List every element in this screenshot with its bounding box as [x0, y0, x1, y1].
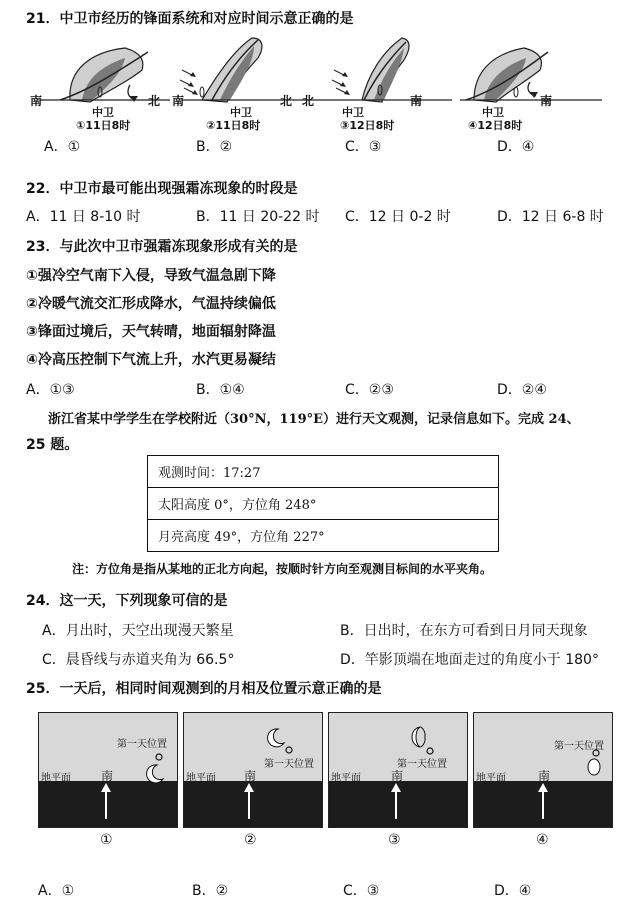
diagram-4-city: 中卫	[482, 106, 504, 119]
panel-3-arrow-icon	[389, 783, 403, 821]
q23-statement-4: ④冷高压控制下气流上升，水汽更易凝结	[26, 352, 276, 368]
intro-line-2: 25 题。	[26, 437, 79, 453]
q25-stem: 25．一天后，相同时间观测到的月相及位置示意正确的是	[26, 681, 382, 697]
panel-1-caption: ①	[100, 832, 113, 848]
q24-option-a[interactable]: A．月出时，天空出现漫天繁星	[42, 623, 234, 639]
panel-3-south-label: 南	[391, 769, 404, 783]
diagram-2-left-dir: 南	[172, 94, 185, 108]
panel-4-arrow-icon	[536, 783, 550, 821]
observation-table	[147, 455, 499, 552]
q23-stem: 23．与此次中卫市强霜冻现象形成有关的是	[26, 239, 298, 255]
panel-1-south-label: 南	[101, 769, 114, 783]
q22-option-d[interactable]: D．12 日 6-8 时	[497, 209, 604, 225]
panel-2-arrow-icon	[242, 783, 256, 821]
q22-option-a[interactable]: A．11 日 8-10 时	[26, 209, 141, 225]
diagram-1-right-dir: 北	[148, 94, 161, 108]
intro-line-1: 浙江省某中学学生在学校附近（30°N，119°E）进行天文观测，记录信息如下。完成 24、	[48, 412, 580, 427]
panel-3-horizon-label: 地平面	[331, 773, 361, 784]
q23-statement-1: ①强冷空气南下入侵，导致气温急剧下降	[26, 268, 276, 284]
diagram-2-caption: ②11日8时	[206, 119, 261, 132]
diagram-1-city: 中卫	[92, 106, 114, 119]
front-diagram-4	[452, 30, 602, 140]
q23-option-a[interactable]: A．①③	[26, 382, 75, 398]
panel-1-horizon-label: 地平面	[41, 773, 71, 784]
q25-option-a[interactable]: A．①	[38, 883, 75, 899]
observation-moon: 月亮高度 49°，方位角 227°	[148, 520, 499, 552]
diagram-4-right-dir: 南	[540, 94, 553, 108]
panel-4-position-label: 第一天位置	[554, 741, 604, 752]
panel-2-horizon-label: 地平面	[186, 773, 216, 784]
q21-option-d[interactable]: D．④	[497, 139, 535, 155]
q21-option-b[interactable]: B．②	[196, 139, 233, 155]
q23-option-d[interactable]: D．②④	[497, 382, 547, 398]
observation-note: 注：方位角是指从某地的正北方向起，按顺时针方向至观测目标间的水平夹角。	[72, 562, 493, 576]
panel-2-position-label: 第一天位置	[264, 759, 314, 770]
panel-4-south-label: 南	[538, 769, 551, 783]
q22-option-c[interactable]: C．12 日 0-2 时	[345, 209, 451, 225]
panel-4-horizon-label: 地平面	[476, 773, 506, 784]
observation-time: 观测时间：17:27	[148, 456, 499, 488]
diagram-3-left-dir: 北	[302, 94, 315, 108]
q24-stem: 24．这一天，下列现象可信的是	[26, 593, 228, 609]
q25-option-c[interactable]: C．③	[343, 883, 380, 899]
front-diagram-3	[302, 30, 452, 140]
q23-statement-2: ②冷暖气流交汇形成降水，气温持续偏低	[26, 296, 276, 312]
q24-option-d[interactable]: D．竿影顶端在地面走过的角度小于 180°	[340, 652, 599, 668]
panel-1-position-label: 第一天位置	[117, 739, 167, 750]
panel-3-caption: ③	[388, 832, 401, 848]
q22-stem: 22．中卫市最可能出现强霜冻现象的时段是	[26, 181, 298, 197]
diagram-1-left-dir: 南	[30, 94, 43, 108]
q23-option-c[interactable]: C．②③	[345, 382, 394, 398]
diagram-1-caption: ①11日8时	[76, 119, 131, 132]
q25-option-b[interactable]: B．②	[192, 883, 229, 899]
moon-panel-1	[38, 712, 178, 828]
panel-1-arrow-icon	[99, 783, 113, 821]
q21-option-c[interactable]: C．③	[345, 139, 382, 155]
front-diagram-1	[30, 30, 170, 140]
front-diagram-2	[172, 30, 315, 140]
panel-3-position-label: 第一天位置	[397, 759, 447, 770]
q23-option-b[interactable]: B．①④	[196, 382, 245, 398]
q24-option-c[interactable]: C．晨昏线与赤道夹角为 66.5°	[42, 652, 235, 668]
diagram-3-caption: ③12日8时	[340, 119, 395, 132]
q21-option-a[interactable]: A．①	[44, 139, 81, 155]
diagram-2-city: 中卫	[230, 106, 252, 119]
diagram-2-right-dir: 北	[280, 94, 293, 108]
observation-sun: 太阳高度 0°，方位角 248°	[148, 488, 499, 520]
q25-option-d[interactable]: D．④	[494, 883, 532, 899]
moon-panel-4	[473, 712, 613, 828]
diagram-3-city: 中卫	[342, 106, 364, 119]
q24-option-b[interactable]: B．日出时，在东方可看到日月同天现象	[340, 623, 588, 639]
q23-statement-3: ③锋面过境后，天气转晴，地面辐射降温	[26, 324, 276, 340]
q21-stem: 21．中卫市经历的锋面系统和对应时间示意正确的是	[26, 11, 354, 27]
moon-panel-3	[328, 712, 468, 828]
panel-2-south-label: 南	[244, 769, 257, 783]
q22-option-b[interactable]: B．11 日 20-22 时	[196, 209, 320, 225]
panel-4-caption: ④	[536, 832, 549, 848]
panel-2-caption: ②	[244, 832, 257, 848]
diagram-4-caption: ④12日8时	[468, 119, 523, 132]
moon-panel-2	[183, 712, 323, 828]
diagram-3-right-dir: 南	[410, 94, 423, 108]
